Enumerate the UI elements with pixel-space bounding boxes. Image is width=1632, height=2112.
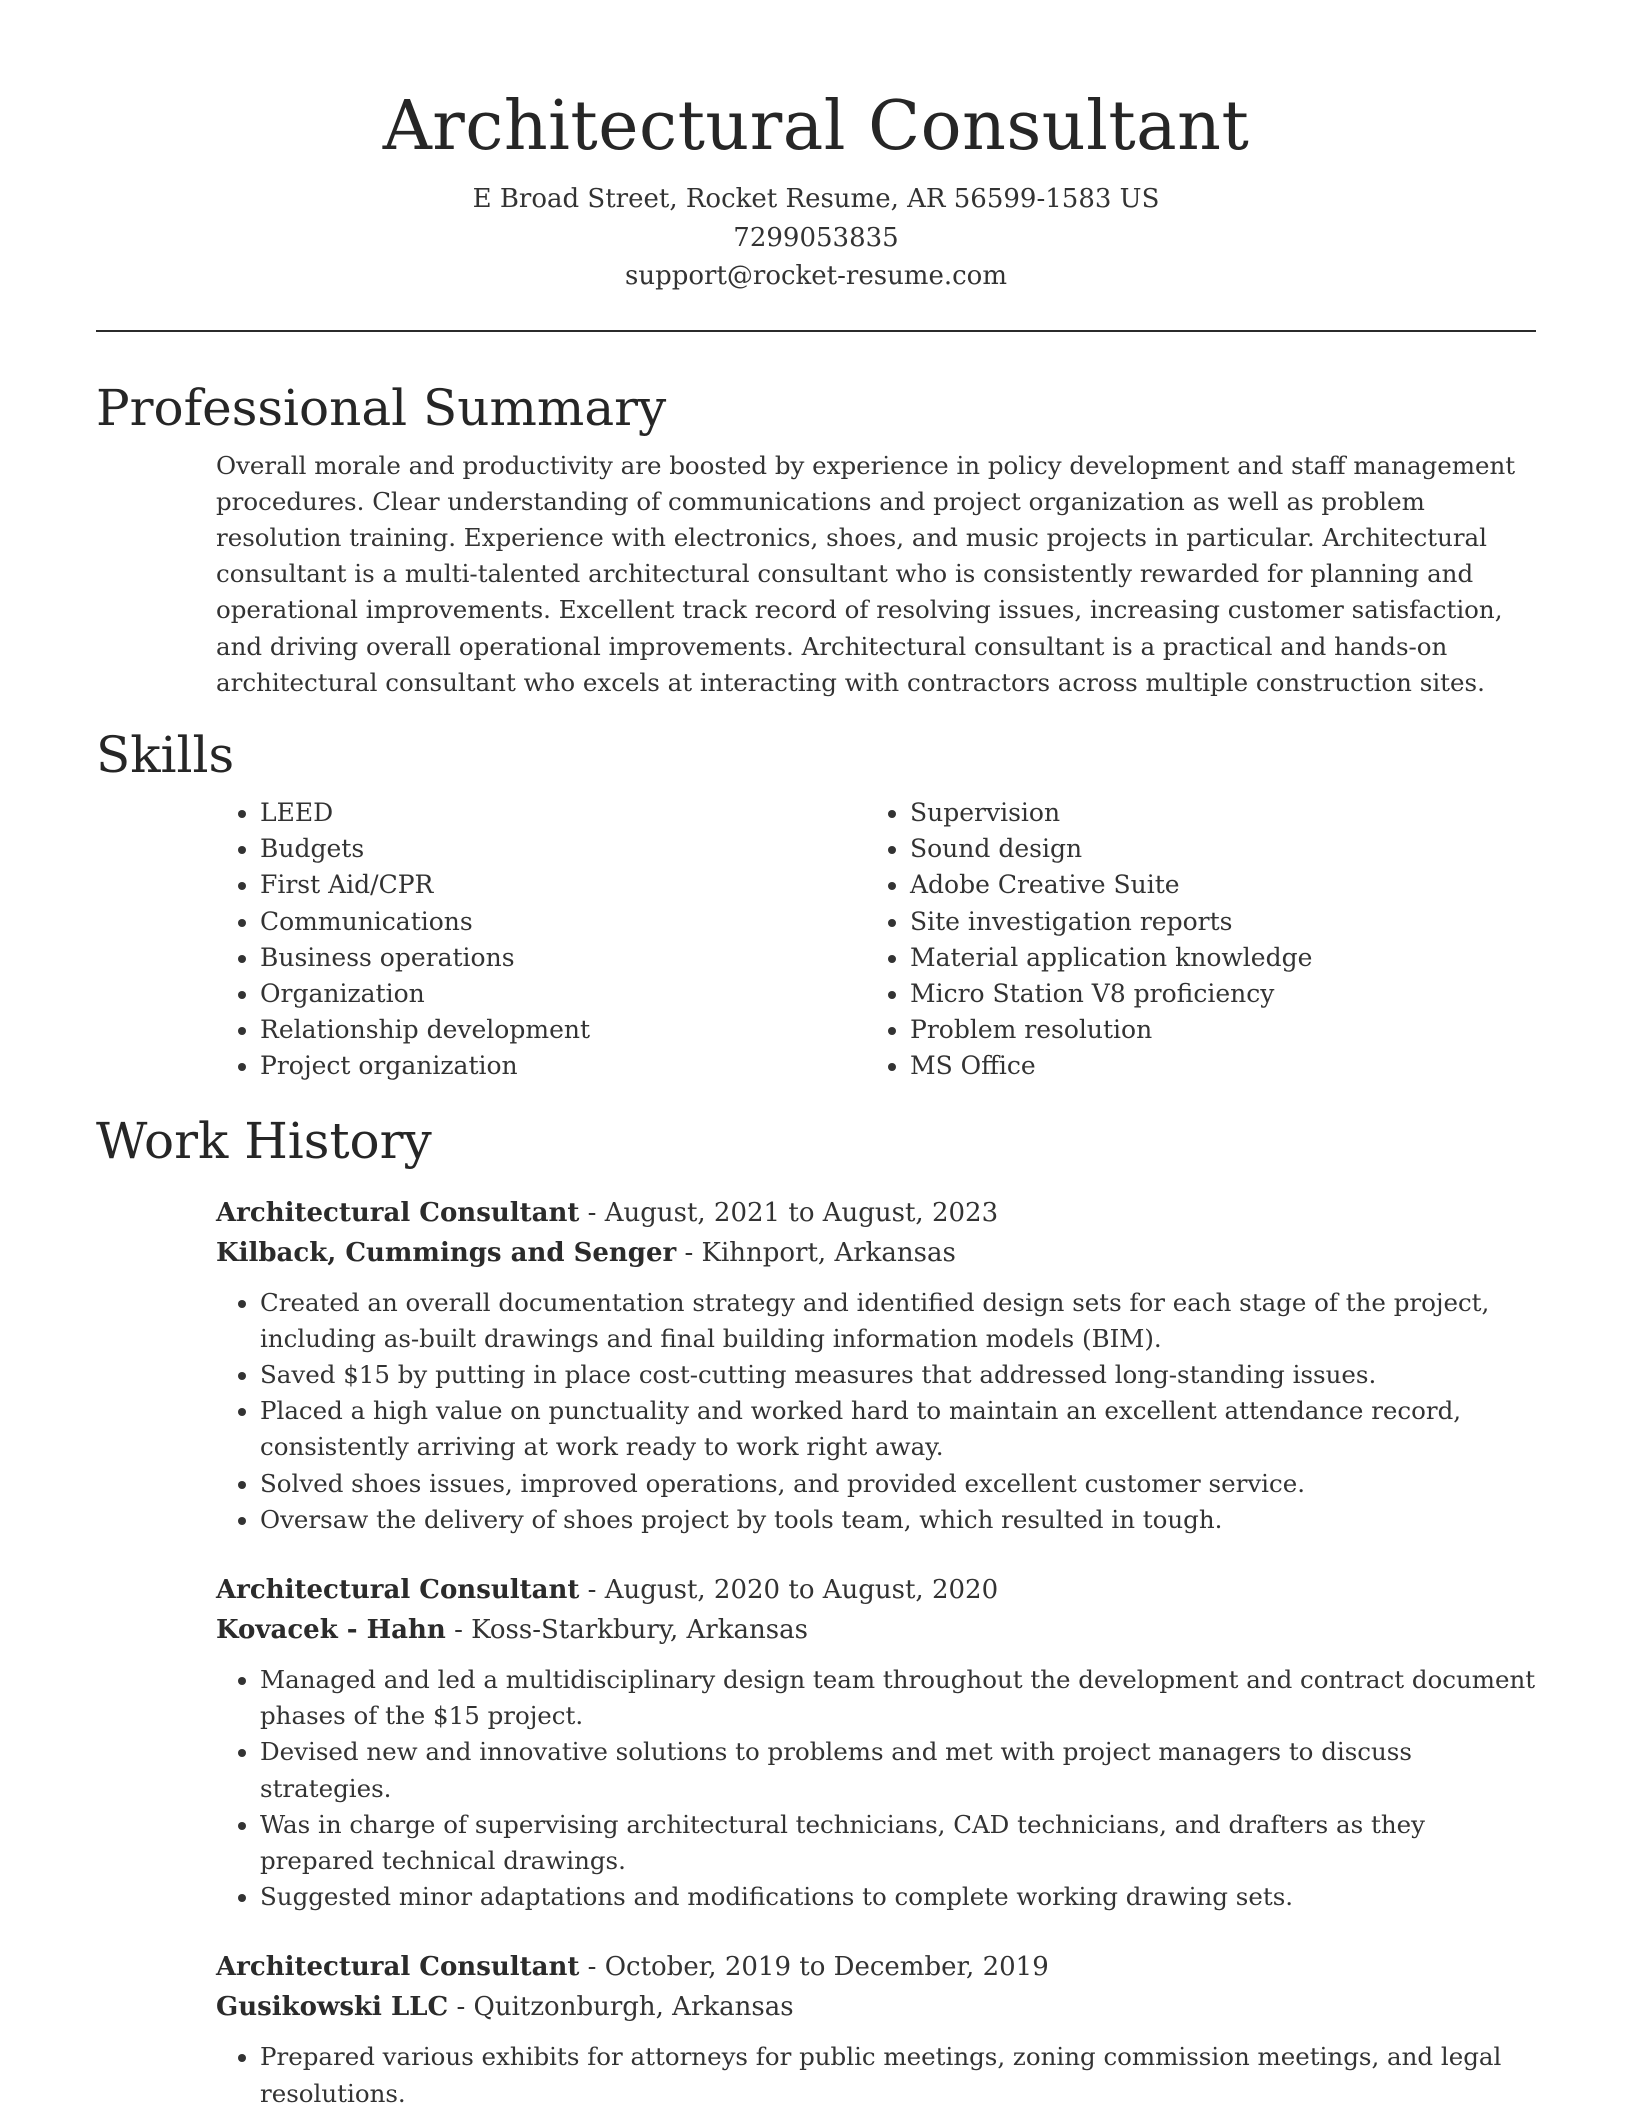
- contact-email: support@rocket-resume.com: [624, 261, 1007, 291]
- job-role: Architectural Consultant: [216, 1574, 580, 1605]
- job-title-line: [216, 1570, 1536, 1610]
- job-location: - Kihnport, Arkansas: [676, 1237, 956, 1268]
- job-bullets: [216, 1662, 1536, 1915]
- job-role: Architectural Consultant: [216, 1952, 580, 1983]
- job-bullet: • Suggested minor adaptations and modifications to complete working drawing sets.: [260, 1879, 1536, 1915]
- contact-phone: 7299053835: [733, 222, 899, 253]
- skill-item: • Material application knowledge: [910, 940, 1516, 976]
- skills-heading: Skills: [96, 725, 235, 784]
- skill-item: • Communications: [260, 904, 866, 940]
- skill-item: • MS Office: [910, 1048, 1516, 1084]
- job-entry: [216, 1570, 1536, 1915]
- job-dates: - August, 2021 to August, 2023: [579, 1197, 999, 1228]
- skills-column-right: [866, 795, 1516, 1085]
- job-title-line: [216, 1193, 1536, 1233]
- skills-column-left: [216, 795, 866, 1085]
- skill-item: • Business operations: [260, 940, 866, 976]
- skill-item: • LEED: [260, 795, 866, 831]
- skill-item: • Micro Station V8 proficiency: [910, 976, 1516, 1012]
- job-entry: [216, 1193, 1536, 1538]
- skill-item: • Budgets: [260, 831, 866, 867]
- contact-address: E Broad Street, Rocket Resume, AR 56599-1583 US: [472, 184, 1160, 214]
- job-bullet: • Solved shoes issues, improved operations, and provided excellent customer service.: [260, 1466, 1536, 1502]
- skill-item: • Problem resolution: [910, 1012, 1516, 1048]
- job-dates: - October, 2019 to December, 2019: [579, 1952, 1049, 1983]
- job-bullet: • Placed a high value on punctuality and worked hard to maintain an excellent attendance record, consistently arriving at work ready to work right away.: [260, 1393, 1536, 1465]
- job-bullet: • Devised new and innovative solutions to problems and met with project managers to discuss strategies.: [260, 1734, 1536, 1806]
- job-dates: - August, 2020 to August, 2020: [579, 1574, 999, 1605]
- job-company-line: [216, 1987, 1536, 2027]
- skill-item: • Relationship development: [260, 1012, 866, 1048]
- job-company: Gusikowski LLC: [216, 1992, 449, 2023]
- skill-item: • First Aid/CPR: [260, 867, 866, 903]
- job-company: Kilback, Cummings and Senger: [216, 1237, 677, 1268]
- skill-item: • Site investigation reports: [910, 904, 1516, 940]
- job-company: Kovacek - Hahn: [216, 1614, 446, 1645]
- resume-page: [96, 0, 1536, 2112]
- work-history-heading: Work History: [96, 1111, 432, 1170]
- contact-block: [96, 180, 1536, 296]
- job-bullet: • Was in charge of supervising architectural technicians, CAD technicians, and drafters as they prepared technical drawings.: [260, 1807, 1536, 1879]
- job-location: - Quitzonburgh, Arkansas: [448, 1992, 794, 2023]
- summary-text: Overall morale and productivity are boosted by experience in policy development and staff management procedures. Clear understanding of communications and project organization as well as problem resolution training. Experience with electronics, shoes, and music projects in particular. Architectural consultant is a multi-talented architectural consultant who is consistently rewarded for planning and operational improvements. Excellent track record of resolving issues, increasing customer satisfaction, and driving overall operational improvements. Architectural consultant is a practical and hands-on architectural consultant who excels at interacting with contractors across multiple construction sites.: [216, 450, 1516, 697]
- job-location: - Koss-Starkbury, Arkansas: [445, 1614, 808, 1645]
- job-bullet: • Prepared various exhibits for attorneys for public meetings, zoning commission meetings, and legal resolutions.: [260, 2039, 1536, 2111]
- summary-heading: Professional Summary: [96, 378, 667, 437]
- job-bullet: • Oversaw the delivery of shoes project by tools team, which resulted in tough.: [260, 1502, 1536, 1538]
- skill-item: • Adobe Creative Suite: [910, 867, 1516, 903]
- skill-item: • Supervision: [910, 795, 1516, 831]
- skill-item: • Sound design: [910, 831, 1516, 867]
- job-bullet: • Managed and led a multidisciplinary design team throughout the development and contract document phases of the $15 project.: [260, 1662, 1536, 1734]
- job-bullet: • Saved $15 by putting in place cost-cutting measures that addressed long-standing issues.: [260, 1357, 1536, 1393]
- header-divider: [96, 330, 1536, 332]
- job-entry: [216, 1947, 1536, 2111]
- job-bullets: [216, 1285, 1536, 1538]
- candidate-name: Architectural Consultant: [382, 87, 1250, 166]
- skill-item: • Project organization: [260, 1048, 866, 1084]
- job-bullet: • Created an overall documentation strategy and identified design sets for each stage of the project, including as-built drawings and final building information models (BIM).: [260, 1285, 1536, 1357]
- job-bullets: [216, 2039, 1536, 2111]
- job-company-line: [216, 1610, 1536, 1650]
- job-company-line: [216, 1233, 1536, 1273]
- job-role: Architectural Consultant: [216, 1197, 580, 1228]
- skill-item: • Organization: [260, 976, 866, 1012]
- job-title-line: [216, 1947, 1536, 1987]
- skills-list: [216, 795, 1536, 1085]
